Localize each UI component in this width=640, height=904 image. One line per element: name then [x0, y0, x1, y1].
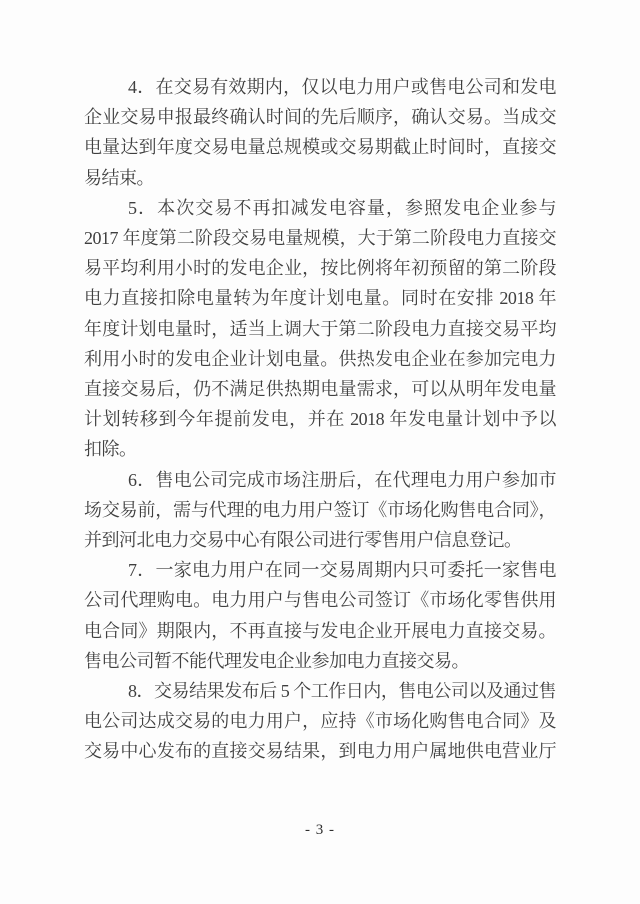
- paragraph-5: [84, 193, 556, 465]
- paragraph-8: [84, 676, 556, 767]
- text-line: 8．交易结果发布后 5 个工作日内，售电公司以及通过售: [128, 681, 556, 702]
- paragraph-7: [84, 555, 556, 676]
- text-line: 易平均利用小时的发电企业，按比例将年初预留的第二阶段: [84, 258, 556, 279]
- page-number: - 3 -: [305, 822, 335, 838]
- text-line: 直接交易后，仍不满足供热期电量需求，可以从明年发电量: [84, 379, 556, 400]
- text-line: 利用小时的发电企业计划电量。供热发电企业在参加完电力: [84, 348, 556, 369]
- text-line: 售电公司暂不能代理发电企业参加电力直接交易。: [84, 650, 469, 671]
- text-line: 电合同》期限内，不再直接与发电企业开展电力直接交易。: [84, 620, 556, 641]
- text-line: 5．本次交易不再扣减发电容量，参照发电企业参与: [128, 197, 556, 218]
- text-line: 交易中心发布的直接交易结果，到电力用户属地供电营业厅: [84, 741, 556, 762]
- text-line: 公司代理购电。电力用户与售电公司签订《市场化零售供用: [84, 590, 556, 611]
- text-line: 计划转移到今年提前发电，并在 2018 年发电量计划中予以: [84, 409, 556, 430]
- text-line: 6．售电公司完成市场注册后，在代理电力用户参加市: [128, 469, 556, 490]
- text-line: 易结束。: [84, 167, 154, 188]
- text-line: 7．一家电力用户在同一交易周期内只可委托一家售电: [128, 560, 556, 581]
- paragraph-4: [84, 72, 556, 193]
- text-line: 4．在交易有效期内，仅以电力用户或售电公司和发电: [128, 77, 556, 97]
- text-line: 电公司达成交易的电力用户，应持《市场化购售电合同》及: [84, 711, 556, 732]
- text-line: 年度计划电量时，适当上调大于第二阶段电力直接交易平均: [84, 318, 556, 339]
- text-line: 电力直接扣除电量转为年度计划电量。同时在安排 2018 年: [84, 288, 556, 309]
- text-line: 扣除。: [84, 439, 137, 460]
- text-line: 场交易前，需与代理的电力用户签订《市场化购售电合同》，: [84, 499, 556, 520]
- text-line: 企业交易申报最终确认时间的先后顺序，确认交易。当成交: [84, 107, 556, 128]
- paragraph-6: [84, 465, 556, 556]
- text-line: 2017 年度第二阶段交易电量规模，大于第二阶段电力直接交: [84, 228, 556, 249]
- text-line: 电量达到年度交易电量总规模或交易期截止时间时，直接交: [84, 137, 556, 158]
- document-body: [84, 72, 556, 767]
- text-line: 并到河北电力交易中心有限公司进行零售用户信息登记。: [84, 530, 522, 551]
